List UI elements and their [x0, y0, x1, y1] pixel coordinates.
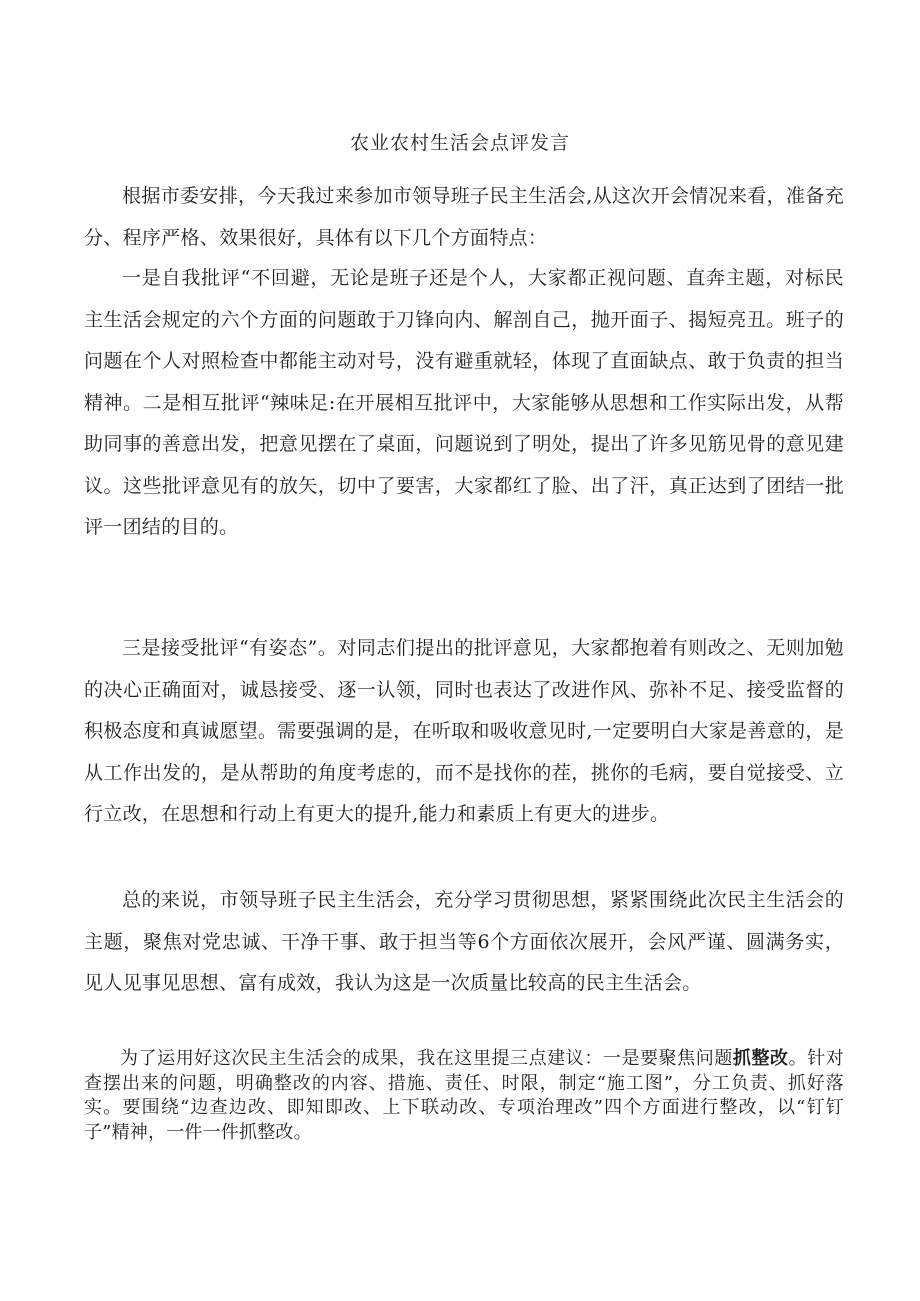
- paragraph-accepting-criticism: 三是接受批评“有姿态”。对同志们提出的批评意见，大家都抱着有则改之、无则加勉的决心正确面对，诚恳接受、逐一认领，同时也表达了改进作风、弥补不足、接受监督的积极态度和真诚愿望。需要强调的是，在听取和吸收意见时,一定要明白大家是善意的，是从工作出发的，是从帮助的角度考虑的，而不是找你的茬，挑你的毛病，要自觉接受、立行立改，在思想和行动上有更大的提升,能力和素质上有更大的进步。: [84, 637, 844, 825]
- paragraph-intro: 根据市委安排，今天我过来参加市领导班子民主生活会,从这次开会情况来看，准备充分、程序严格、效果很好，具体有以下几个方面特点：: [84, 185, 844, 249]
- paragraph-self-and-mutual-criticism: 一是自我批评“不回避，无论是班子还是个人，大家都正视问题、直奔主题，对标民主生活会规定的六个方面的问题敢于刀锋向内、解剖自己，抛开面子、揭短亮丑。班子的问题在个人对照检查中都能主动对号，没有避重就轻，体现了直面缺点、敢于负责的担当精神。二是相互批评“辣味足:在开展相互批评中，大家能够从思想和工作实际出发，从帮助同事的善意出发，把意见摆在了桌面，问题说到了明处，提出了许多见筋见骨的意见建议。这些批评意见有的放矢，切中了要害，大家都红了脸、出了汗，真正达到了团结一批评一团结的目的。: [84, 267, 844, 538]
- paragraph-suggestions: [84, 1047, 844, 1145]
- paragraph-summary: 总的来说，市领导班子民主生活会，充分学习贯彻思想，紧紧围绕此次民主生活会的主题，聚焦对党忠诚、干净干事、敢于担当等6个方面依次展开，会风严谨、圆满务实，见人见事见思想、富有成效，我认为这是一次质量比较高的民主生活会。: [84, 889, 844, 994]
- suggestions-bold-text: 抓整改: [732, 1048, 789, 1069]
- suggestions-text-before: 为了运用好这次民主生活会的成果，我在这里提三点建议：一是要聚焦问题: [120, 1048, 733, 1069]
- suggestions-text-after: 。针对查摆出来的问题，明确整改的内容、措施、责任、时限，制定“施工图”，分工负责、抓好落实。要围绕“边查边改、即知即改、上下联动改、专项治理改”四个方面进行整改，以“钉钉子”精神，一件一件抓整改。: [84, 1048, 844, 1143]
- document-title: 农业农村生活会点评发言: [349, 132, 570, 154]
